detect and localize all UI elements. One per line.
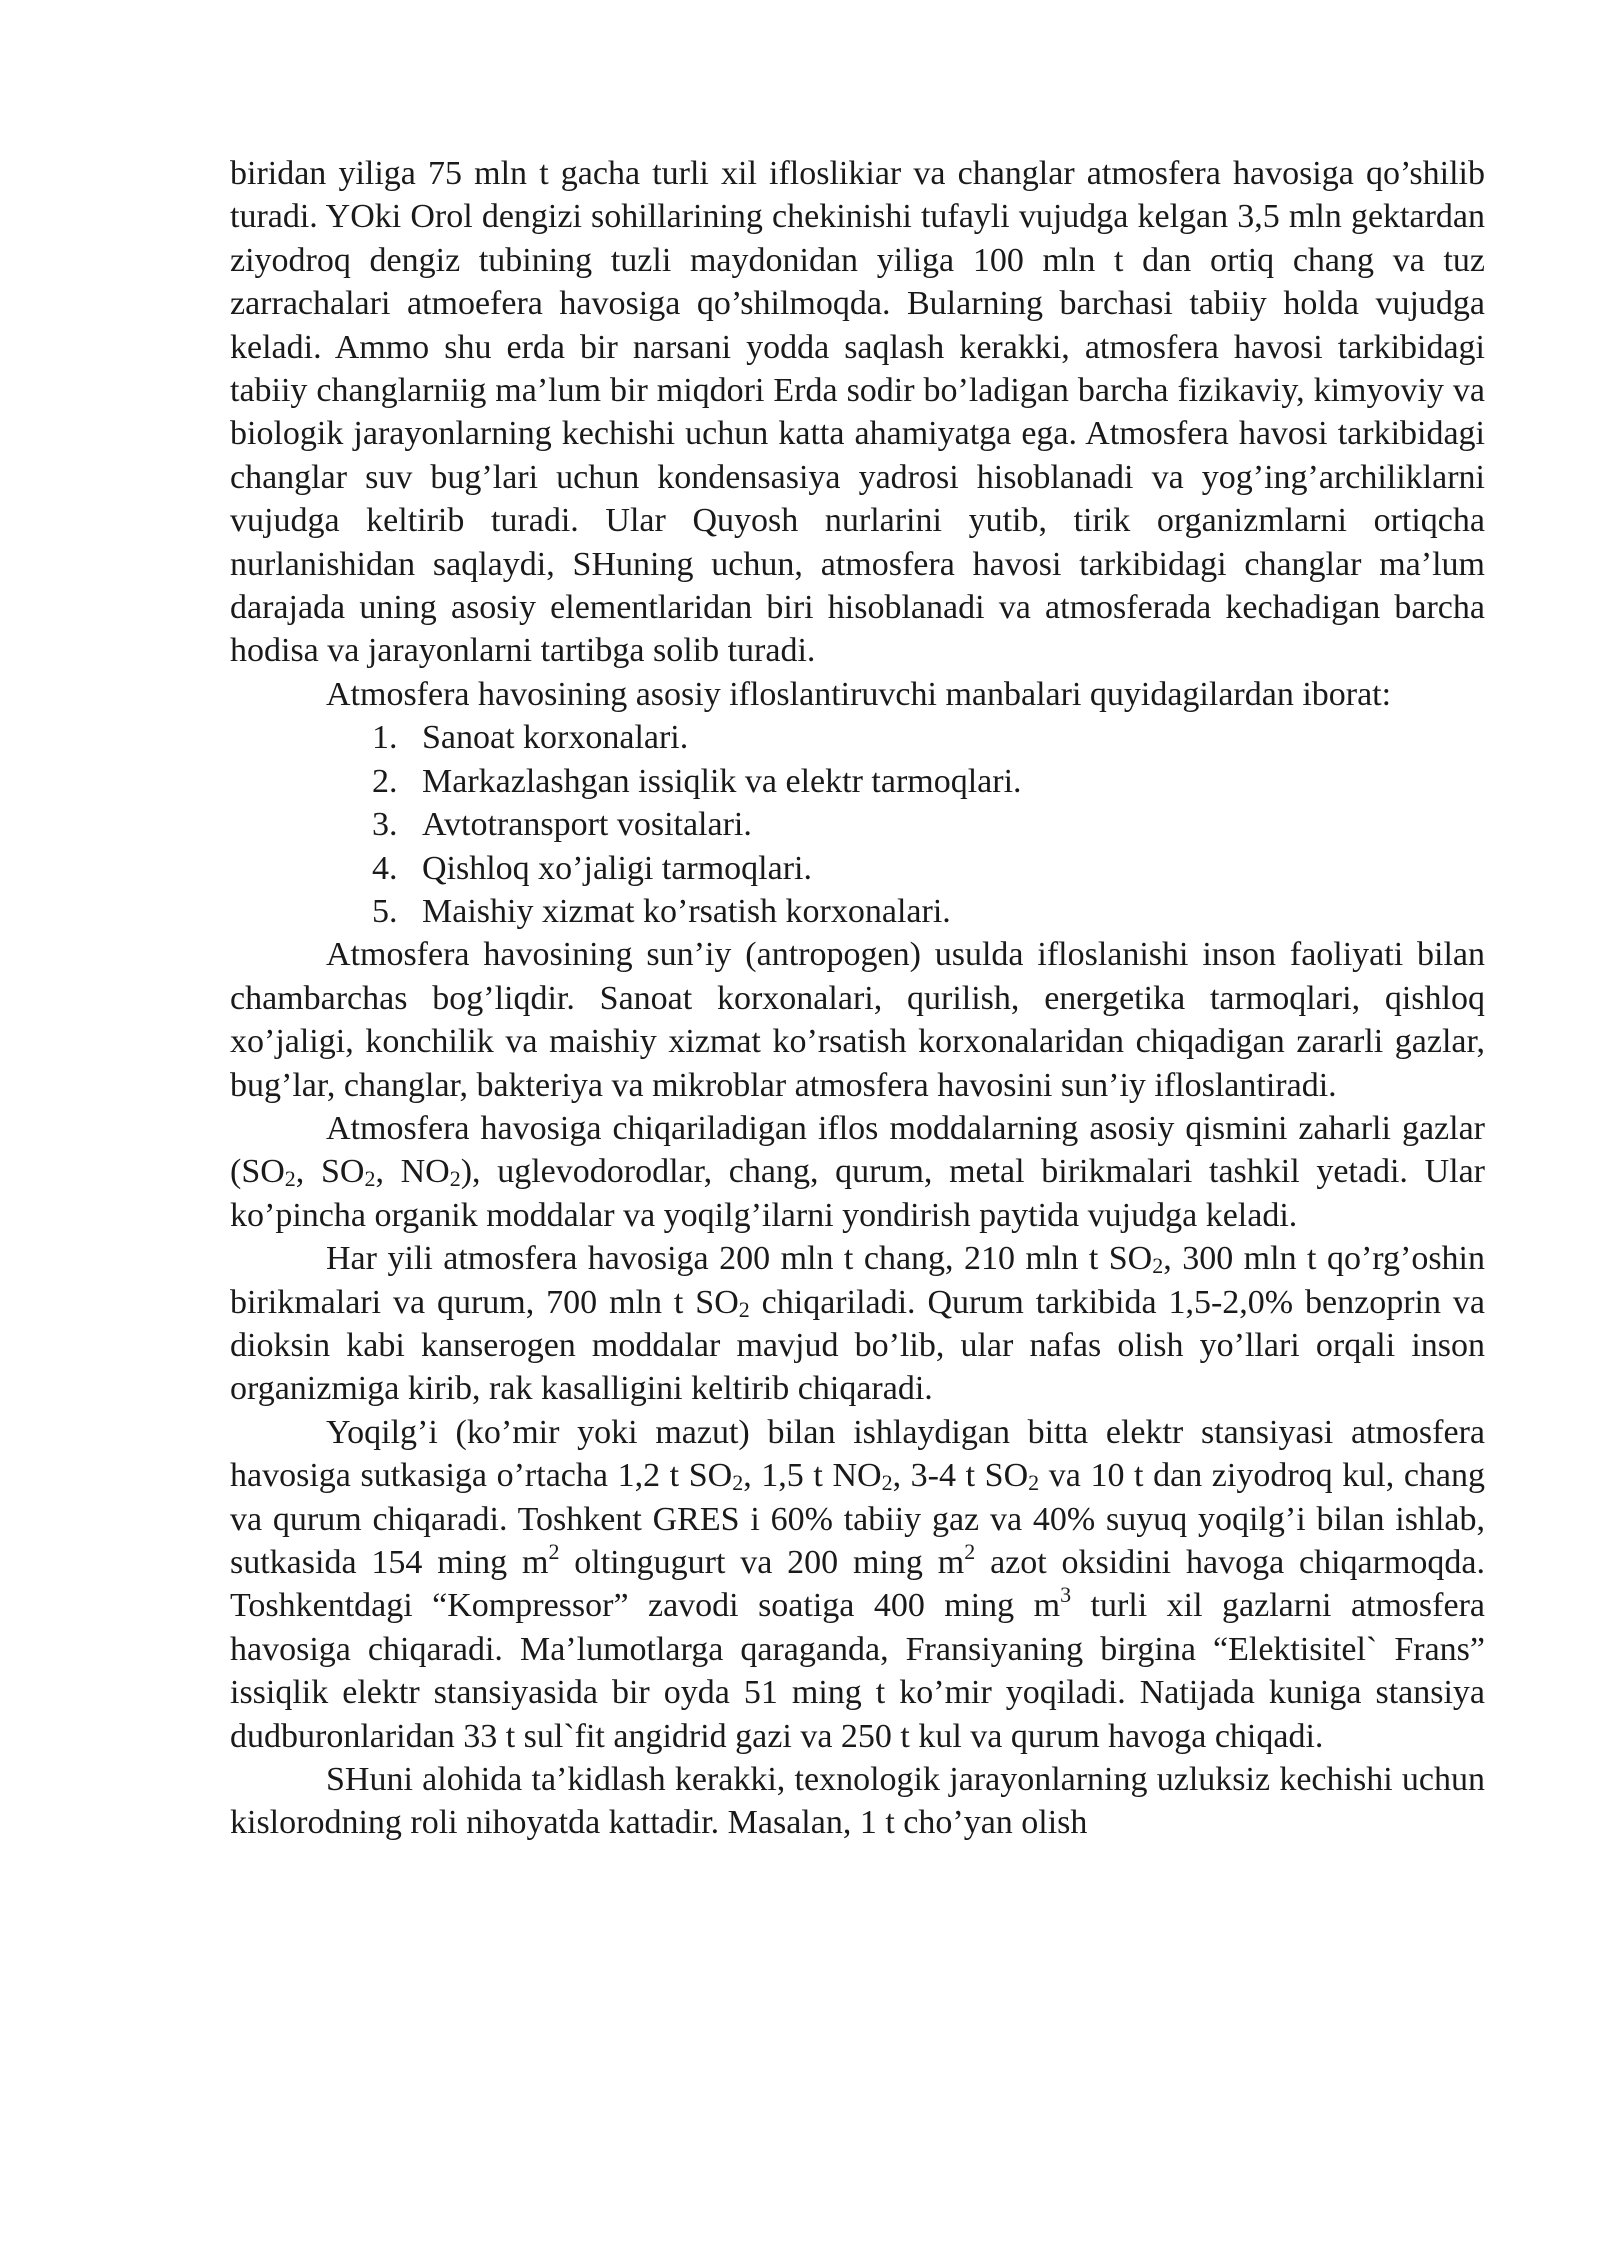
paragraph-4	[230, 1107, 1485, 1237]
list-item-text: Avtotransport vositalari.	[422, 806, 752, 844]
list-item-number: 5.	[372, 892, 398, 930]
text-segment: azot oksidini havoga chiqarmoqda. Toshkentdagi “Kompressor” zavodi soatiga 400 ming m	[230, 1544, 1485, 1625]
text-segment: oltingugurt va 200 ming m	[559, 1544, 965, 1581]
text-segment: , 3-4 t SO	[892, 1457, 1029, 1495]
subscript: 2	[881, 1470, 893, 1496]
list-item-number: 2.	[372, 762, 398, 800]
text-segment: , SO	[295, 1153, 365, 1191]
text-segment: , NO	[375, 1153, 450, 1191]
paragraph-7: SHuni alohida ta’kidlash kerakki, texnologik jarayonlarning uzluksiz kechishi uchun kislorodning roli nihoyatda kattadir. Masalan, 1 t cho’yan olish	[230, 1761, 1485, 1842]
superscript: 2	[964, 1539, 976, 1564]
list-item	[230, 760, 1485, 803]
subscript: 2	[1028, 1470, 1040, 1496]
paragraph-5	[230, 1237, 1485, 1411]
list-item-number: 1.	[372, 719, 398, 757]
text-segment: chiqariladi. Qurum tarkibida 1,5-2,0% benzoprin va dioksin kabi kanserogen moddalar mavjud bo’lib, ular nafas olish yo’llari orqali inson organizmiga kirib, rak kasalligini keltirib chiqaradi.	[230, 1283, 1486, 1408]
list-item-number: 3.	[372, 806, 398, 844]
text-segment: Har yili atmosfera havosiga 200 mln t chang, 210 mln t SO	[326, 1240, 1153, 1278]
pollution-sources-list	[230, 716, 1485, 933]
list-item	[230, 847, 1485, 890]
text-segment: , 300 mln t qo’rg’oshin birikmalari va qurum, 700 mln t SO	[230, 1240, 1485, 1321]
text-segment: turli xil gazlarni atmosfera havosiga chiqaradi. Ma’lumotlarga qaraganda, Fransiyaning birgina “Elektisitel` Frans” issiqlik elektr stansiyasida bir oyda 51 ming t ko’mir yoqiladi. Natijada kuniga stansiya dudburonlaridan 33 t sul`fit angidrid gazi va 250 t kul va qurum havoga chiqadi.	[230, 1587, 1485, 1755]
subscript: 2	[738, 1296, 750, 1322]
paragraph-6	[230, 1411, 1485, 1758]
subscript: 2	[284, 1166, 296, 1192]
text-segment: Yoqilg’i (ko’mir yoki mazut) bilan ishlaydigan bitta elektr stansiyasi atmosfera havosiga sutkasiga o’rtacha 1,2 t SO	[230, 1413, 1485, 1495]
paragraph-1: biridan yiliga 75 mln t gacha turli xil ifloslikiar va changlar atmosfera havosiga qo’shilib turadi. YOki Orol dengizi sohillarining chekinishi tufayli vujudga kelgan 3,5 mln gektardan ziyodroq dengiz tubining tuzli maydonidan yiliga 100 mln t dan ortiq chang va tuz zarrachalari atmoefera havosiga qo’shilmoqda. Bularning barchasi tabiiy holda vujudga keladi. Ammo shu erda bir narsani yodda saqlash kerakki, atmosfera havosi tarkibidagi tabiiy changlarniig ma’lum bir miqdori Erda sodir bo’ladigan barcha fizikaviy, kimyoviy va biologik jarayonlarning kechishi uchun katta ahamiyatga ega. Atmosfera havosi tarkibidagi changlar suv bug’lari uchun kondensasiya yadrosi hisoblanadi va yog’ing’archiliklarni vujudga keltirib turadi. Ular Quyosh nurlarini yutib, tirik organizmlarni ortiqcha nurlanishidan saqlaydi, SHuning uchun, atmosfera havosi tarkibidagi changlar ma’lum darajada uning asosiy elementlaridan biri hisoblanadi va atmosferada kechadigan barcha hodisa va jarayonlarni tartibga solib turadi.	[230, 155, 1485, 670]
paragraph-2: Atmosfera havosining asosiy ifloslantiruvchi manbalari quyidagilardan iborat:	[326, 675, 1392, 713]
list-item-number: 4.	[372, 849, 398, 887]
paragraph-3: Atmosfera havosining sun’iy (antropogen) usulda ifloslanishi inson faoliyati bilan chambarchas bog’liqdir. Sanoat korxonalari, qurilish, energetika tarmoqlari, qishloq xo’jaligi, konchilik va maishiy xizmat ko’rsatish korxonalaridan chiqadigan zararli gazlar, bug’lar, changlar, bakteriya va mikroblar atmosfera havosini sun’iy ifloslantiradi.	[230, 936, 1485, 1104]
superscript: 2	[548, 1539, 560, 1564]
document-page	[230, 152, 1485, 1845]
list-item-text: Markazlashgan issiqlik va elektr tarmoqlari.	[422, 762, 1022, 800]
text-segment: , 1,5 t NO	[743, 1457, 882, 1495]
list-item-text: Maishiy xizmat ko’rsatish korxonalari.	[422, 892, 951, 930]
list-item-text: Qishloq xo’jaligi tarmoqlari.	[422, 849, 812, 887]
list-item	[230, 890, 1485, 933]
text-segment: ), uglevodorodlar, chang, qurum, metal birikmalari tashkil yetadi. Ular ko’pincha organik moddalar va yoqilg’ilarni yondirish paytida vujudga keladi.	[230, 1153, 1486, 1234]
subscript: 2	[1152, 1253, 1164, 1279]
text-segment: va 10 t dan ziyodroq kul, chang va qurum chiqaradi. Toshkent GRES i 60% tabiiy gaz va 40% suyuq yoqilg’i bilan ishlab, sutkasida 154 ming m	[230, 1457, 1485, 1581]
subscript: 2	[364, 1166, 376, 1192]
subscript: 2	[449, 1166, 461, 1192]
list-item	[230, 716, 1485, 759]
list-item-text: Sanoat korxonalari.	[422, 719, 689, 757]
text-segment: Atmosfera havosiga chiqariladigan iflos moddalarning asosiy qismini zaharli gazlar (SO	[230, 1109, 1485, 1191]
list-item	[230, 803, 1485, 846]
superscript: 3	[1060, 1582, 1072, 1608]
subscript: 2	[732, 1470, 744, 1496]
